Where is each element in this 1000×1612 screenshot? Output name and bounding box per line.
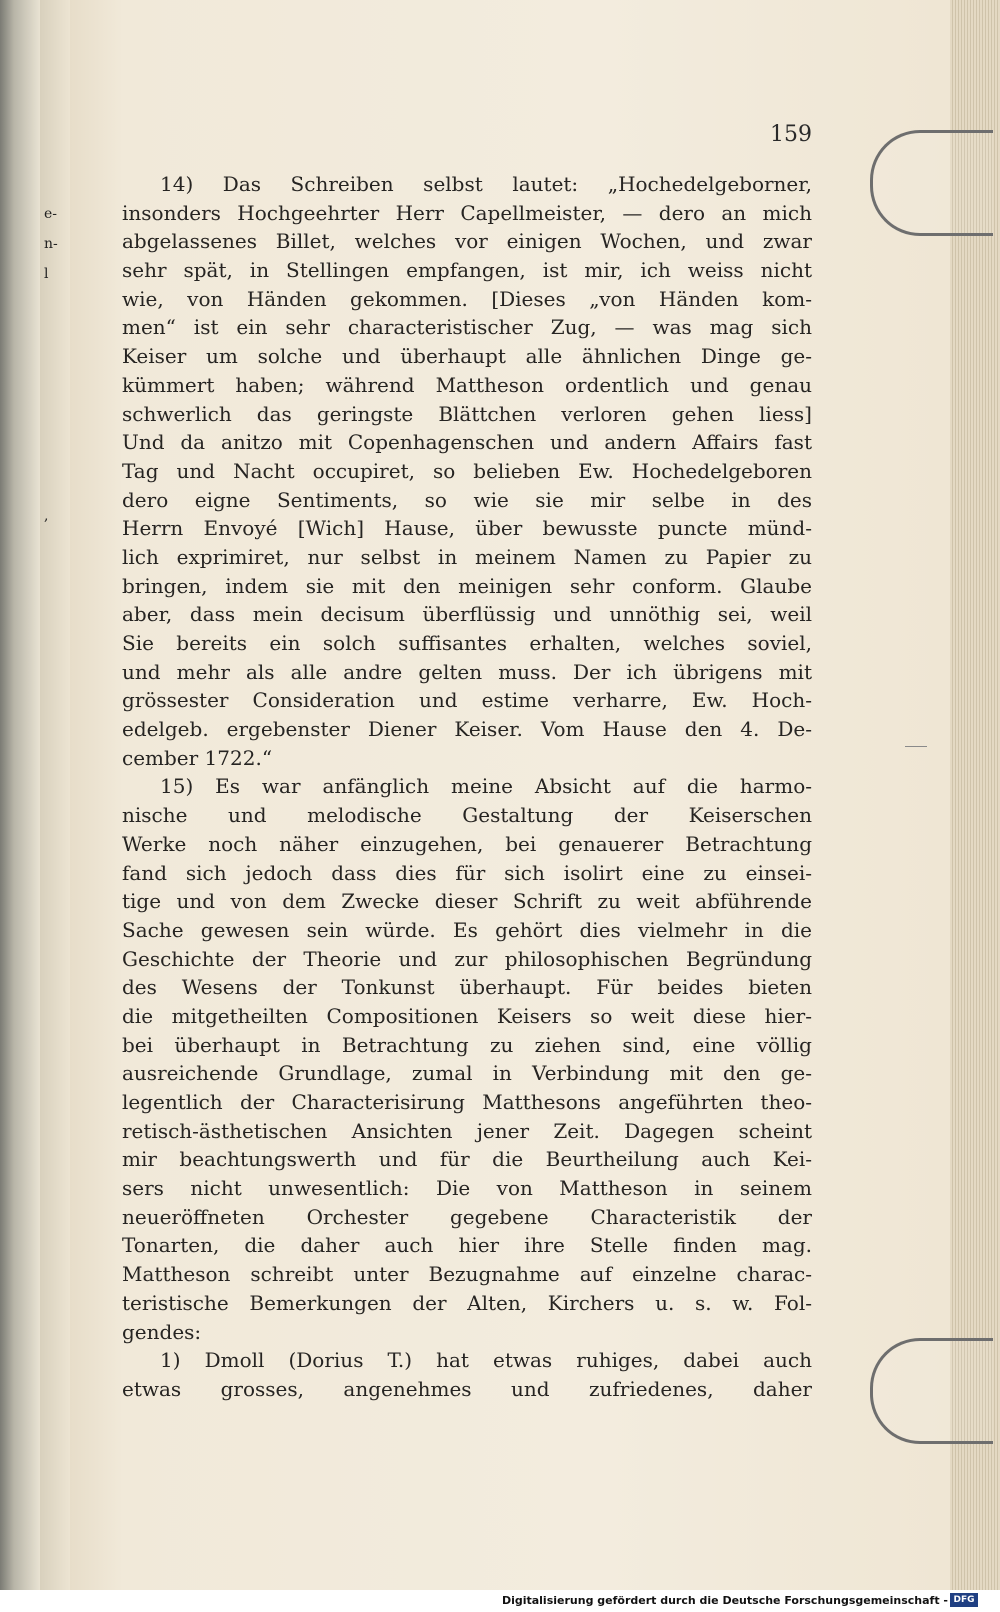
text-line: edelgeb. ergebenster Diener Keiser. Vom Hause den 4. De- (122, 717, 812, 742)
text-line: bringen, indem sie mit den meinigen sehr conform. Glaube (122, 573, 812, 598)
page-number: 159 (770, 122, 812, 147)
text-line: neueröffneten Orchester gegebene Characteristik der (122, 1204, 812, 1229)
text-line: Und da anitzo mit Copenhagenschen und andern Affairs fast (122, 430, 812, 455)
left-fragment: l (44, 266, 49, 282)
text-line: kümmert haben; während Mattheson ordentlich und genau (122, 372, 812, 397)
text-line: 1) Dmoll (Dorius T.) hat etwas ruhiges, dabei auch (160, 1348, 812, 1373)
text-line: Keiser um solche und überhaupt alle ähnlichen Dinge ge- (122, 344, 812, 369)
text-line: teristische Bemerkungen der Alten, Kirchers u. s. w. Fol- (122, 1290, 812, 1315)
dfg-logo: DFG (950, 1593, 978, 1607)
text-line: schwerlich das geringste Blättchen verloren gehen liess] (122, 401, 812, 426)
page-clip (870, 1338, 993, 1444)
text-line: Geschichte der Theorie und zur philosophischen Begründung (122, 946, 812, 971)
text-line: lich exprimiret, nur selbst in meinem Namen zu Papier zu (122, 544, 812, 569)
text-line: Herrn Envoyé [Wich] Hause, über bewusste puncte münd- (122, 516, 812, 541)
text-line: nische und melodische Gestaltung der Keiserschen (122, 803, 812, 828)
text-line: etwas grosses, angenehmes und zufriedenes, daher (122, 1376, 812, 1401)
text-line: insonders Hochgeehrter Herr Capellmeister, — dero an mich (122, 200, 812, 225)
text-line: 14) Das Schreiben selbst lautet: „Hochedelgeborner, (160, 172, 812, 196)
text-line: Sie bereits ein solch suffisantes erhalten, welches soviel, (122, 631, 812, 655)
text-line: gendes: (122, 1319, 202, 1344)
left-fragment: , (44, 508, 49, 524)
text-line: sehr spät, in Stellingen empfangen, ist mir, ich weiss nicht (122, 258, 812, 283)
text-line: die mitgetheilten Compositionen Keisers so weit diese hier- (122, 1003, 812, 1028)
text-line: und mehr als alle andre gelten muss. Der ich übrigens mit (122, 659, 812, 684)
text-line: fand sich jedoch dass dies für sich isolirt eine zu einsei- (122, 860, 812, 885)
text-line: retisch-ästhetischen Ansichten jener Zeit. Dagegen scheint (122, 1118, 812, 1143)
text-line: cember 1722.“ (122, 745, 273, 770)
text-line: abgelassenes Billet, welches vor einigen Wochen, und zwar (122, 229, 812, 254)
text-line: des Wesens der Tonkunst überhaupt. Für beides bieten (122, 975, 812, 1000)
text-line: Tonarten, die daher auch hier ihre Stelle finden mag. (122, 1233, 812, 1258)
text-line: aber, dass mein decisum überflüssig und unnöthig sei, weil (122, 602, 812, 627)
left-fragment: e- (44, 206, 58, 222)
text-line: mir beachtungswerth und für die Beurtheilung auch Kei- (122, 1147, 812, 1172)
text-line: sers nicht unwesentlich: Die von Mattheson in seinem (122, 1176, 812, 1201)
text-line: bei überhaupt in Betrachtung zu ziehen sind, eine völlig (122, 1032, 812, 1057)
text-line: Werke noch näher einzugehen, bei genauerer Betrachtung (122, 831, 812, 856)
digitization-credit: Digitalisierung gefördert durch die Deutsche Forschungsgemeinschaft - (501, 1594, 948, 1607)
text-line: Sache gewesen sein würde. Es gehört dies vielmehr in die (122, 917, 812, 942)
text-line: dero eigne Sentiments, so wie sie mir selbe in des (122, 487, 812, 512)
text-line: Mattheson schreibt unter Bezugnahme auf einzelne charac- (122, 1262, 812, 1287)
text-line: tige und von dem Zwecke dieser Schrift zu weit abführende (122, 889, 812, 914)
text-line: Tag und Nacht occupiret, so belieben Ew. Hochedelgeboren (122, 458, 812, 483)
text-line: ausreichende Grundlage, zumal in Verbindung mit den ge- (122, 1061, 812, 1086)
previous-page-edge (40, 0, 70, 1590)
text-line: men“ ist ein sehr characteristischer Zug, — was mag sich (122, 315, 812, 340)
page-clip (870, 130, 993, 236)
left-fragment: n- (44, 236, 58, 252)
text-line: legentlich der Characterisirung Matthesons angeführten theo- (122, 1090, 812, 1114)
text-line: 15) Es war anfänglich meine Absicht auf die harmo- (160, 774, 812, 799)
text-line: grössester Consideration und estime verharre, Ew. Hoch- (122, 688, 812, 713)
text-line: wie, von Händen gekommen. [Dieses „von Händen kom- (122, 286, 812, 311)
body-text (122, 170, 812, 1404)
book-spine (0, 0, 40, 1590)
margin-mark (905, 746, 927, 747)
